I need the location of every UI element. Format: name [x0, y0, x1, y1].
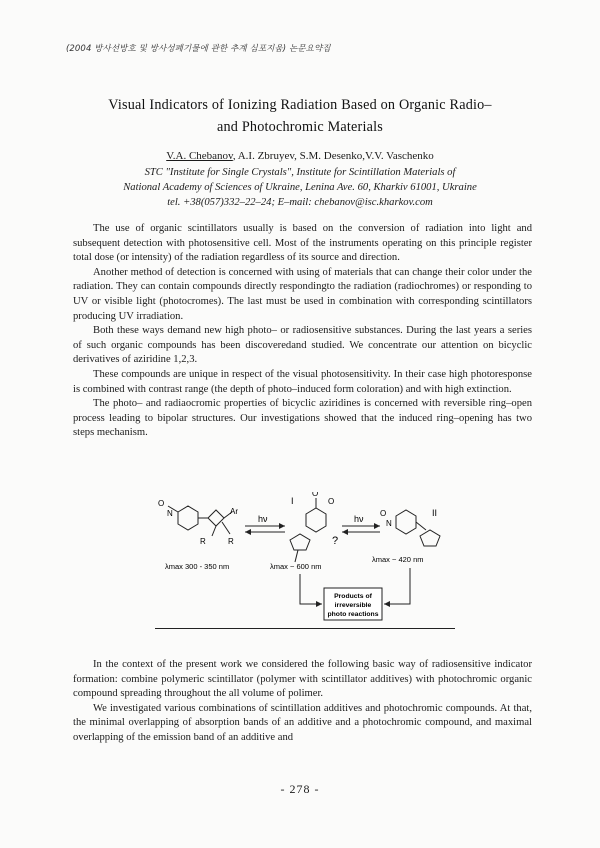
svg-text:irreversible: irreversible: [334, 602, 372, 609]
body-text-top: [73, 222, 532, 441]
lead-author: V.A. Chebanov: [166, 150, 233, 162]
affiliation-line-2: National Academy of Sciences of Ukraine, Lenina Ave. 60, Kharkiv 61001, Ukraine: [123, 182, 477, 193]
svg-text:O: O: [380, 509, 387, 518]
running-head: (2004 방사선방호 및 방사성폐기물에 관한 추계 심포지움) 논문요약집: [66, 44, 331, 54]
hv-label-2: hν: [354, 514, 364, 524]
paragraph-6: In the context of the present work we considered the following basic way of radiosensitive indicator formation: combine polymeric scintillator (polymer with scintillator additives) with photochromic organic compound spreading throughout the all volume of polimer.: [73, 659, 532, 700]
paragraph-3: Both these ways demand new high photo– or radiosensitive substances. During the last years a series of such organic compounds has been discoveredand studied. We concentrate our attention on bicyclic derivatives of aziridine 1,2,3.: [73, 325, 532, 366]
question-mark: ?: [332, 535, 339, 547]
affiliation-line-1: STC "Institute for Single Crystals", Institute for Scintillation Materials of: [144, 167, 456, 178]
paragraph-4: These compounds are unique in respect of the visual photosensitivity. In their case high photoresponse is combined with contrast range (the depth of photo–induced form coloration) and with high extinction.: [73, 368, 532, 395]
affiliation-line-3: tel. +38(057)332–22–24; E–mail: chebanov@isc.kharkov.com: [167, 197, 433, 208]
svg-text:N: N: [167, 509, 173, 518]
svg-text:Products of: Products of: [334, 593, 372, 600]
paragraph-7: We investigated various combinations of scintillation additives and photochromic compounds. At that, the minimal overlapping of absorption bands of an additive and a photochromic compound, and maximal overlapping of the emission band of an additive and: [73, 702, 532, 743]
paragraph-5: The photo– and radiaocromic properties of bicyclic aziridines is concerned with reversible ring–open process leading to bipolar structures. Our investigations showed that the induced ring–opening has two steps mechanism.: [73, 398, 532, 439]
page-number: - 278 -: [280, 782, 320, 796]
svg-text:R: R: [200, 537, 206, 546]
title-line-2: and Photochromic Materials: [217, 119, 383, 135]
other-authors: , A.I. Zbruyev, S.M. Desenko,V.V. Vaschenko: [232, 150, 434, 162]
compound-I-label: I: [291, 496, 294, 506]
lambda-label-1: λmax 300 - 350 nm: [165, 562, 230, 571]
paragraph-1: The use of organic scintillators usually is based on the conversion of radiation into light and subsequent detection with photosensitive cell. Most of the instruments operating on this principle register total dose (or intensity) of the radiation regardless of its source and direction.: [73, 223, 532, 264]
scheme-rule: [155, 628, 455, 629]
author-list: [60, 150, 540, 162]
svg-text:Ar: Ar: [230, 507, 238, 516]
zwitterion-compound-I: [290, 498, 326, 562]
lambda-label-2: λmax ~ 600 nm: [270, 562, 322, 571]
compound-II-label: II: [432, 508, 438, 518]
svg-text:photo reactions: photo reactions: [327, 611, 379, 618]
body-text-bottom: [73, 658, 532, 746]
title-line-1: Visual Indicators of Ionizing Radiation Based on Organic Radio–: [108, 97, 492, 113]
svg-text:O: O: [312, 492, 319, 498]
aziridine-compound: [168, 506, 232, 536]
svg-text:N: N: [386, 519, 392, 528]
reaction-scheme: [150, 492, 450, 632]
svg-text:O: O: [158, 499, 165, 508]
svg-text:O: O: [328, 497, 335, 506]
affiliation: [60, 165, 540, 210]
paper-title: [60, 94, 540, 138]
paragraph-2: Another method of detection is concerned with using of materials that can change their color under the radiation. They can contain compounds directly respondingto the radiation (radiochromes) or responding to UV or visible light (photocromes). The last must be used in combination with corresponding scintillators producing UV irradiation.: [73, 266, 532, 322]
svg-text:R: R: [228, 537, 234, 546]
lambda-label-3: λmax ~ 420 nm: [372, 555, 424, 564]
hv-label-1: hν: [258, 514, 268, 524]
